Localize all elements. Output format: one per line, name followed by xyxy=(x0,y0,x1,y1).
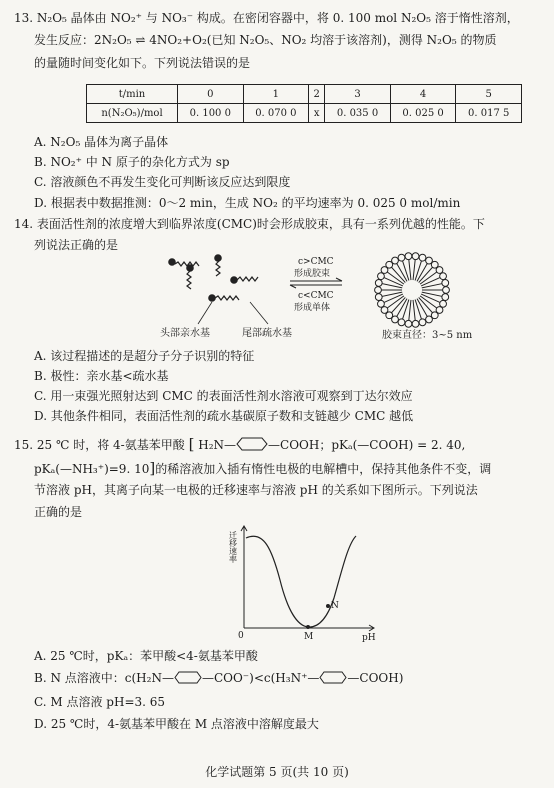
arrow-condition-forward: c>CMC xyxy=(298,257,334,267)
head-group-label: 头部亲水基 xyxy=(160,328,210,339)
table-cell: 1 xyxy=(243,85,309,104)
micelle-head xyxy=(398,319,405,326)
micelle-head xyxy=(378,273,385,280)
migration-rate-graph-svg xyxy=(224,520,384,644)
m-point-label: M xyxy=(304,632,314,642)
micelle-head xyxy=(440,300,447,307)
micelle-head xyxy=(398,254,405,261)
micelle-head xyxy=(443,287,450,294)
migration-rate-graph xyxy=(224,520,384,647)
q15-line2 xyxy=(34,460,491,477)
bracket-open: [ xyxy=(188,435,195,453)
y-axis-label: 迁移速率 xyxy=(228,531,238,563)
table-row xyxy=(87,104,522,123)
formula1-left: H₂N— xyxy=(136,671,174,685)
benzene-ring-icon xyxy=(236,437,268,451)
q14-option-b: B. 极性：亲水基<疏水基 xyxy=(34,369,169,383)
table-cell: 0. 070 0 xyxy=(243,104,309,123)
table-cell: 2 xyxy=(309,85,325,104)
table-cell: 0. 017 5 xyxy=(456,104,522,123)
q15-line2-text: 的稀溶液加入插有惰性电极的电解槽中，保持其他条件不变，调 xyxy=(155,462,492,476)
q13-data-table xyxy=(86,84,522,123)
benzene-ring-icon xyxy=(319,671,347,684)
origin-label: 0 xyxy=(238,631,244,641)
table-header-row xyxy=(87,85,522,104)
formula2-left: H₃N⁺— xyxy=(275,671,320,685)
micelle-head xyxy=(405,320,412,327)
micelle-head xyxy=(375,294,382,301)
q15-option-c: C. M 点溶液 pH=3. 65 xyxy=(34,695,166,709)
table-cell: 4 xyxy=(390,85,456,104)
q14-line2: 列说法正确的是 xyxy=(34,238,119,252)
bracket-close: ] xyxy=(149,459,156,477)
micelle-head xyxy=(412,253,419,260)
q13-option-a: A. N₂O₅ 晶体为离子晶体 xyxy=(34,135,169,149)
surfactant-monomers xyxy=(169,255,258,301)
arrow-condition-reverse: c<CMC xyxy=(298,291,334,301)
benzene-ring-icon xyxy=(174,671,202,684)
formula-left: H₂N— xyxy=(198,438,237,452)
q13-option-d: D. 根据表中数据推测：0～2 min，生成 NO₂ 的平均速率为 0. 025 0 mol/min xyxy=(34,196,461,210)
q14-option-a: A. 该过程描述的是超分子分子识别的特征 xyxy=(34,349,255,363)
q15-option-b xyxy=(34,670,403,686)
micelle-head xyxy=(381,307,388,314)
micelle-head xyxy=(375,287,382,294)
micelle-head xyxy=(419,319,426,326)
micelle-diagram xyxy=(150,250,480,353)
option-b-prefix: B. N 点溶液中：c( xyxy=(34,671,137,685)
micelle-head xyxy=(419,254,426,261)
q13-line3: 的量随时间变化如下。下列说法错误的是 xyxy=(34,56,251,70)
n-point-label: N xyxy=(331,601,339,611)
table-cell: 0. 100 0 xyxy=(178,104,244,123)
micelle-head xyxy=(392,257,399,264)
q15-line3: 节溶液 pH，其离子向某一电极的迁移速率与溶液 pH 的关系如下图所示。下列说法 xyxy=(34,483,478,497)
q13-option-b: B. NO₂⁺ 中 N 原子的杂化方式为 sp xyxy=(34,155,230,169)
table-cell: 3 xyxy=(325,85,391,104)
micelle-head xyxy=(442,294,449,301)
micelle-head xyxy=(375,280,382,287)
q14-line1: 14. 表面活性剂的浓度增大到临界浓度(CMC)时会形成胶束，具有一系列优越的性能。下 xyxy=(14,217,485,231)
formula2-right: —COOH xyxy=(347,671,399,685)
formula1-right: —COO⁻ xyxy=(201,671,250,685)
micelle-head xyxy=(440,273,447,280)
q14-option-d: D. 其他条件相同，表面活性剂的疏水基碳原子数和支链越少 CMC 越低 xyxy=(34,409,414,423)
q15-pka-amino: pKₐ(—NH₃⁺)=9. 10 xyxy=(34,462,150,476)
migration-rate-curve xyxy=(246,536,356,627)
micelle-icon xyxy=(375,253,450,327)
arrow-process-reverse: 形成单体 xyxy=(294,303,331,313)
micelle-diameter-label: 胶束直径：3~5 nm xyxy=(382,330,473,341)
q15-line1-text: 15. 25 ℃ 时，将 4-氨基苯甲酸 xyxy=(14,438,185,452)
page-footer: 化学试题第 5 页(共 10 页) xyxy=(205,765,349,779)
table-cell: t/min xyxy=(87,85,178,104)
q15-option-a: A. 25 ℃时，pKₐ：苯甲酸<4-氨基苯甲酸 xyxy=(34,649,258,663)
micelle-head xyxy=(378,300,385,307)
table-cell: 0. 025 0 xyxy=(390,104,456,123)
micelle-head xyxy=(436,267,443,274)
q15-line4: 正确的是 xyxy=(34,505,83,519)
table-cell: 5 xyxy=(456,85,522,104)
q15-line1 xyxy=(14,436,465,453)
point-m xyxy=(306,625,310,629)
table-cell: n(N₂O₅)/mol xyxy=(87,104,178,123)
table-cell: 0. 035 0 xyxy=(325,104,391,123)
x-axis-label: pH xyxy=(362,633,376,643)
q13-line2: 发生反应：2N₂O₅ ⇌ 4NO₂+O₂(已知 N₂O₅、NO₂ 均溶于该溶剂)，测得 N₂O₅ 的物质 xyxy=(34,33,497,47)
q13-line1: 13. N₂O₅ 晶体由 NO₂⁺ 与 NO₃⁻ 构成。在密闭容器中，将 0. 100 mol N₂O₅ 溶于惰性溶剂， xyxy=(14,11,519,25)
q14-option-c: C. 用一束强光照射达到 CMC 的表面活性剂水溶液可观察到丁达尔效应 xyxy=(34,389,413,403)
point-n xyxy=(326,604,330,608)
q15-option-d: D. 25 ℃时，4-氨基苯甲酸在 M 点溶液中溶解度最大 xyxy=(34,717,319,731)
formula-right: —COOH；pKₐ(—COOH) = 2. 40, xyxy=(268,438,466,452)
tail-group-label: 尾部疏水基 xyxy=(242,328,292,339)
option-b-suffix: ) xyxy=(398,671,404,685)
micelle-head xyxy=(412,320,419,327)
micelle-head xyxy=(442,280,449,287)
micelle-head xyxy=(426,316,433,323)
table-cell: 0 xyxy=(178,85,244,104)
table-cell: x xyxy=(309,104,325,123)
micelle-diagram-svg xyxy=(150,250,480,350)
arrow-process-forward: 形成胶束 xyxy=(294,269,331,279)
option-b-mid: )<c( xyxy=(249,671,276,685)
q13-option-c: C. 溶液颜色不再发生变化可判断该反应达到限度 xyxy=(34,175,291,189)
micelle-head xyxy=(405,253,412,260)
